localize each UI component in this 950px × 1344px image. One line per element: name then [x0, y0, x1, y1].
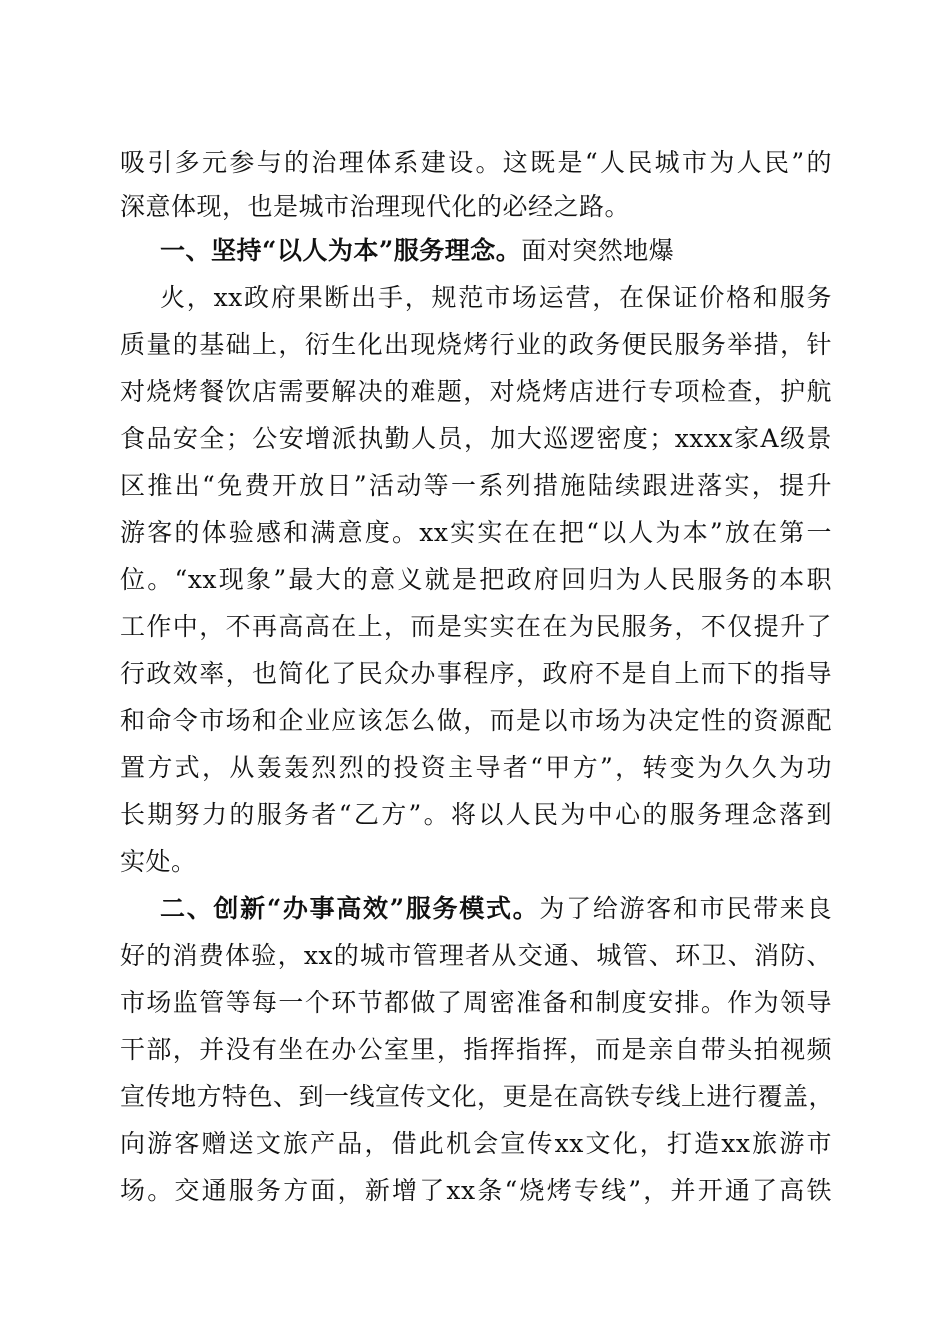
paragraph-line: 置方式，从轰轰烈烈的投资主导者“甲方”，转变为久久为功	[120, 753, 832, 782]
paragraph-line: 对烧烤餐饮店需要解决的难题，对烧烤店进行专项检查，护航	[120, 377, 832, 406]
section-2-heading: 二、创新“办事高效”服务模式。	[160, 894, 540, 923]
paragraph-line: 好的消费体验，xx的城市管理者从交通、城管、环卫、消防、	[120, 941, 832, 970]
paragraph-line: 工作中，不再高高在上，而是实实在在为民服务，不仅提升了	[120, 612, 832, 641]
section-2-text: 为了给游客和市民带来良	[539, 894, 832, 923]
paragraph-line: 行政效率，也简化了民众办事程序，政府不是自上而下的指导	[120, 659, 832, 688]
paragraph-line: 区推出“免费开放日”活动等一系列措施陆续跟进落实，提升	[120, 471, 832, 500]
paragraph-line: 长期努力的服务者“乙方”。将以人民为中心的服务理念落到	[120, 800, 832, 829]
paragraph-line: 食品安全；公安增派执勤人员，加大巡逻密度；xxxx家A级景	[120, 424, 832, 453]
paragraph-line: 实处。	[120, 847, 197, 876]
paragraph-line: 吸引多元参与的治理体系建设。这既是“人民城市为人民”的	[120, 148, 832, 177]
paragraph-line: 市场监管等每一个环节都做了周密准备和制度安排。作为领导	[120, 988, 832, 1017]
section-1-line	[160, 229, 832, 273]
paragraph-line: 宣传地方特色、到一线宣传文化，更是在高铁专线上进行覆盖，	[120, 1082, 835, 1111]
paragraph-line: 游客的体验感和满意度。xx实实在在把“以人为本”放在第一	[120, 518, 832, 547]
section-1-heading: 一、坚持“以人为本”服务理念。	[160, 236, 522, 265]
paragraph-line: 干部，并没有坐在办公室里，指挥指挥，而是亲自带头拍视频	[120, 1035, 832, 1064]
paragraph-line: 向游客赠送文旅产品，借此机会宣传xx文化，打造xx旅游市	[120, 1129, 832, 1158]
paragraph-line: 场。交通服务方面，新增了xx条“烧烤专线”，并开通了高铁	[120, 1176, 832, 1205]
paragraph-line: 深意体现，也是城市治理现代化的必经之路。	[120, 192, 631, 221]
paragraph-line: 和命令市场和企业应该怎么做，而是以市场为决定性的资源配	[120, 706, 832, 735]
section-1-text: 面对突然地爆	[521, 236, 675, 265]
paragraph-line: 位。“xx现象”最大的意义就是把政府回归为人民服务的本职	[120, 565, 832, 594]
section-2-line	[160, 887, 832, 931]
paragraph-line: 质量的基础上，衍生化出现烧烤行业的政务便民服务举措，针	[120, 330, 832, 359]
paragraph-line: 火，xx政府果断出手，规范市场运营，在保证价格和服务	[160, 283, 832, 312]
